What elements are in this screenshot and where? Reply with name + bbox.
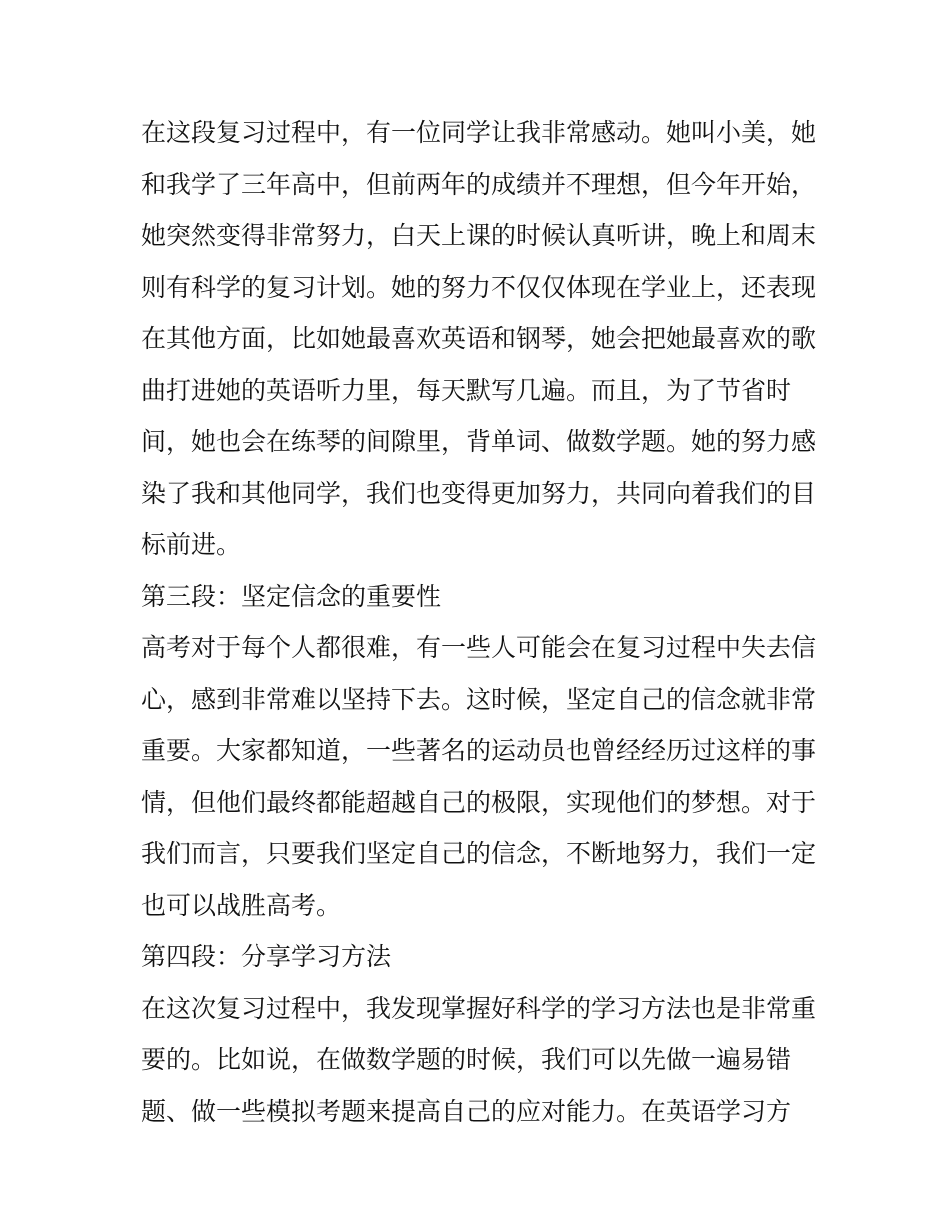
text-line: 题、做一些模拟考题来提高自己的应对能力。在英语学习方 — [141, 1096, 792, 1126]
section-heading-study-methods: 第四段：分享学习方法 — [141, 942, 392, 971]
text-line: 高考对于每个人都很难，有一些人可能会在复习过程中失去信 — [141, 633, 817, 662]
text-line: 重要。大家都知道，一些著名的运动员也曾经经历过这样的事 — [141, 736, 817, 765]
text-line: 在这次复习过程中，我发现掌握好科学的学习方法也是非常重 — [141, 993, 817, 1023]
paragraph-belief — [141, 622, 821, 931]
text-line: 在这段复习过程中，有一位同学让我非常感动。她叫小美，她 — [141, 118, 817, 147]
paragraph-study-methods — [141, 983, 821, 1138]
paragraph-classmate-story — [141, 107, 821, 571]
document-body — [141, 107, 821, 1137]
text-line: 染了我和其他同学，我们也变得更加努力，共同向着我们的目 — [141, 478, 817, 508]
text-line: 要的。比如说，在做数学题的时候，我们可以先做一遍易错 — [141, 1045, 792, 1074]
text-line: 她突然变得非常努力，白天上课的时候认真听讲，晚上和周末 — [141, 221, 817, 250]
text-line: 也可以战胜高考。 — [141, 890, 342, 920]
text-line: 间，她也会在练琴的间隙里，背单词、做数学题。她的努力感 — [141, 427, 817, 456]
text-line: 和我学了三年高中，但前两年的成绩并不理想，但今年开始， — [141, 169, 817, 199]
text-line: 我们而言，只要我们坚定自己的信念，不断地努力，我们一定 — [141, 839, 817, 868]
text-line: 曲打进她的英语听力里，每天默写几遍。而且，为了节省时 — [141, 375, 792, 405]
text-line: 情，但他们最终都能超越自己的极限，实现他们的梦想。对于 — [141, 787, 817, 817]
section-heading-belief: 第三段：坚定信念的重要性 — [141, 581, 442, 611]
text-line: 在其他方面，比如她最喜欢英语和钢琴，她会把她最喜欢的歌 — [141, 324, 817, 353]
text-line: 则有科学的复习计划。她的努力不仅仅体现在学业上，还表现 — [141, 272, 817, 302]
text-line: 心，感到非常难以坚持下去。这时候，坚定自己的信念就非常 — [141, 684, 817, 714]
text-line: 标前进。 — [141, 530, 242, 559]
